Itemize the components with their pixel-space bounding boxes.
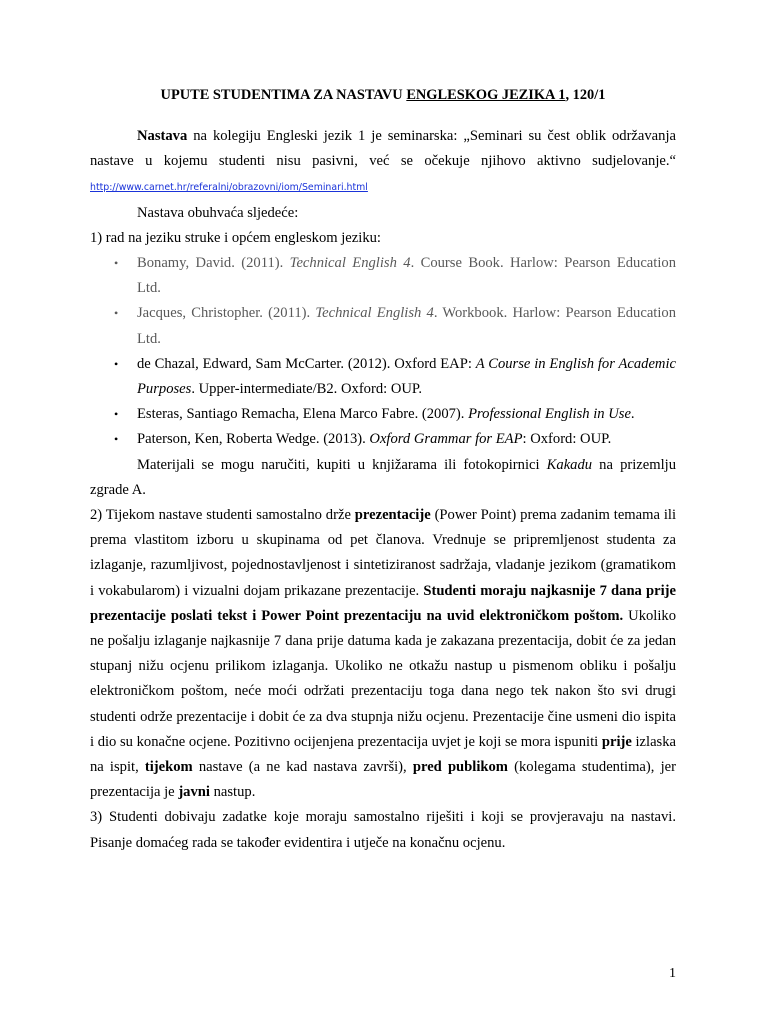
reference-item: • Jacques, Christopher. (2011). Technical English 4. Workbook. Harlow: Pearson Education Ltd. — [90, 301, 676, 351]
intro-bold: Nastava — [137, 128, 188, 144]
intro-text: na kolegiju Engleski jezik 1 je seminarska: „Seminari su čest oblik održavanja nastave u kojemu studenti nisu pasivni, već se očekuje njihovo aktivno sudjelovanje.“ — [90, 128, 676, 170]
reference-item: • Esteras, Santiago Remacha, Elena Marco Fabre. (2007). Professional English in Use. — [90, 402, 676, 427]
seminar-link[interactable]: http://www.carnet.hr/referalni/obrazovni/iom/Seminari.html — [90, 182, 368, 194]
covers-line: Nastava obuhvaća sljedeće: — [137, 204, 299, 221]
reference-item: • Paterson, Ken, Roberta Wedge. (2013). Oxford Grammar for EAP: Oxford: OUP. — [90, 427, 676, 452]
document-page — [90, 84, 676, 856]
bullet-icon: • — [114, 356, 119, 371]
item1-heading: 1) rad na jeziku struke i općem engleskom jeziku: — [90, 229, 381, 246]
materials-paragraph: Materijali se mogu naručiti, kupiti u knjižarama ili fotokopirnici Kakadu na prizemlju zgrade A. — [90, 456, 676, 498]
bullet-icon: • — [114, 407, 119, 422]
item2-paragraph: 2) Tijekom nastave studenti samostalno drže prezentacije (Power Point) prema zadanim temama ili prema vlastitom izboru u skupinama od pet članova. Vrednuje se pripremljenost studenta za izlaganje, razumljivost, pojednostavljenost i sintetiziranost sadržaja, vladanje jezikom (gramatikom i vokabularom) i vizualni dojam prikazane prezentacije. Studenti moraju najkasnije 7 dana prije prezentacije poslati tekst i Power Point prezentaciju na uvid elektroničkom poštom. Ukoliko ne pošalju izlaganje najkasnije 7 dana prije datuma kada je zakazana prezentacija, dobit će za jedan stupanj nižu ocjenu prilikom izlaganja. Ukoliko ne otkažu nastup u pismenom obliku i pošalju elektroničkom poštom, neće moći održati prezentaciju toga dana nego tek nakon što svi drugi studenti održe prezentacije i dobit će za dva stupnja nižu ocjenu. Prezentacije čine usmeni dio ispita i dio su konačne ocjene. Pozitivno ocijenjena prezentacija uvjet je koji se mora ispuniti prije izlaska na ispit, tijekom nastave (a ne kad nastava završi), pred publikom (kolegama studentima), jer prezentacija je javni nastup. — [90, 507, 677, 801]
title-suffix: , 120/1 — [565, 87, 606, 103]
bullet-icon: • — [114, 432, 119, 447]
page-number: 1 — [669, 966, 676, 981]
reference-list — [90, 251, 676, 453]
reference-item: • Bonamy, David. (2011). Technical English 4. Course Book. Harlow: Pearson Education Ltd. — [90, 251, 676, 301]
document-title — [90, 84, 676, 106]
reference-item: • de Chazal, Edward, Sam McCarter. (2012). Oxford EAP: A Course in English for Academic Purposes. Upper-intermediate/B2. Oxford: OUP. — [90, 352, 676, 402]
bullet-icon: • — [114, 256, 119, 271]
title-prefix: UPUTE STUDENTIMA ZA NASTAVU — [160, 87, 407, 103]
bullet-icon: • — [114, 306, 119, 321]
intro-paragraph — [90, 124, 676, 201]
item3-paragraph: 3) Studenti dobivaju zadatke koje moraju samostalno riješiti i koji se provjeravaju na nastavi. Pisanje domaćeg rada se također evidentira i utječe na konačnu ocjenu. — [90, 809, 676, 851]
title-underlined: ENGLESKOG JEZIKA 1 — [406, 87, 566, 103]
